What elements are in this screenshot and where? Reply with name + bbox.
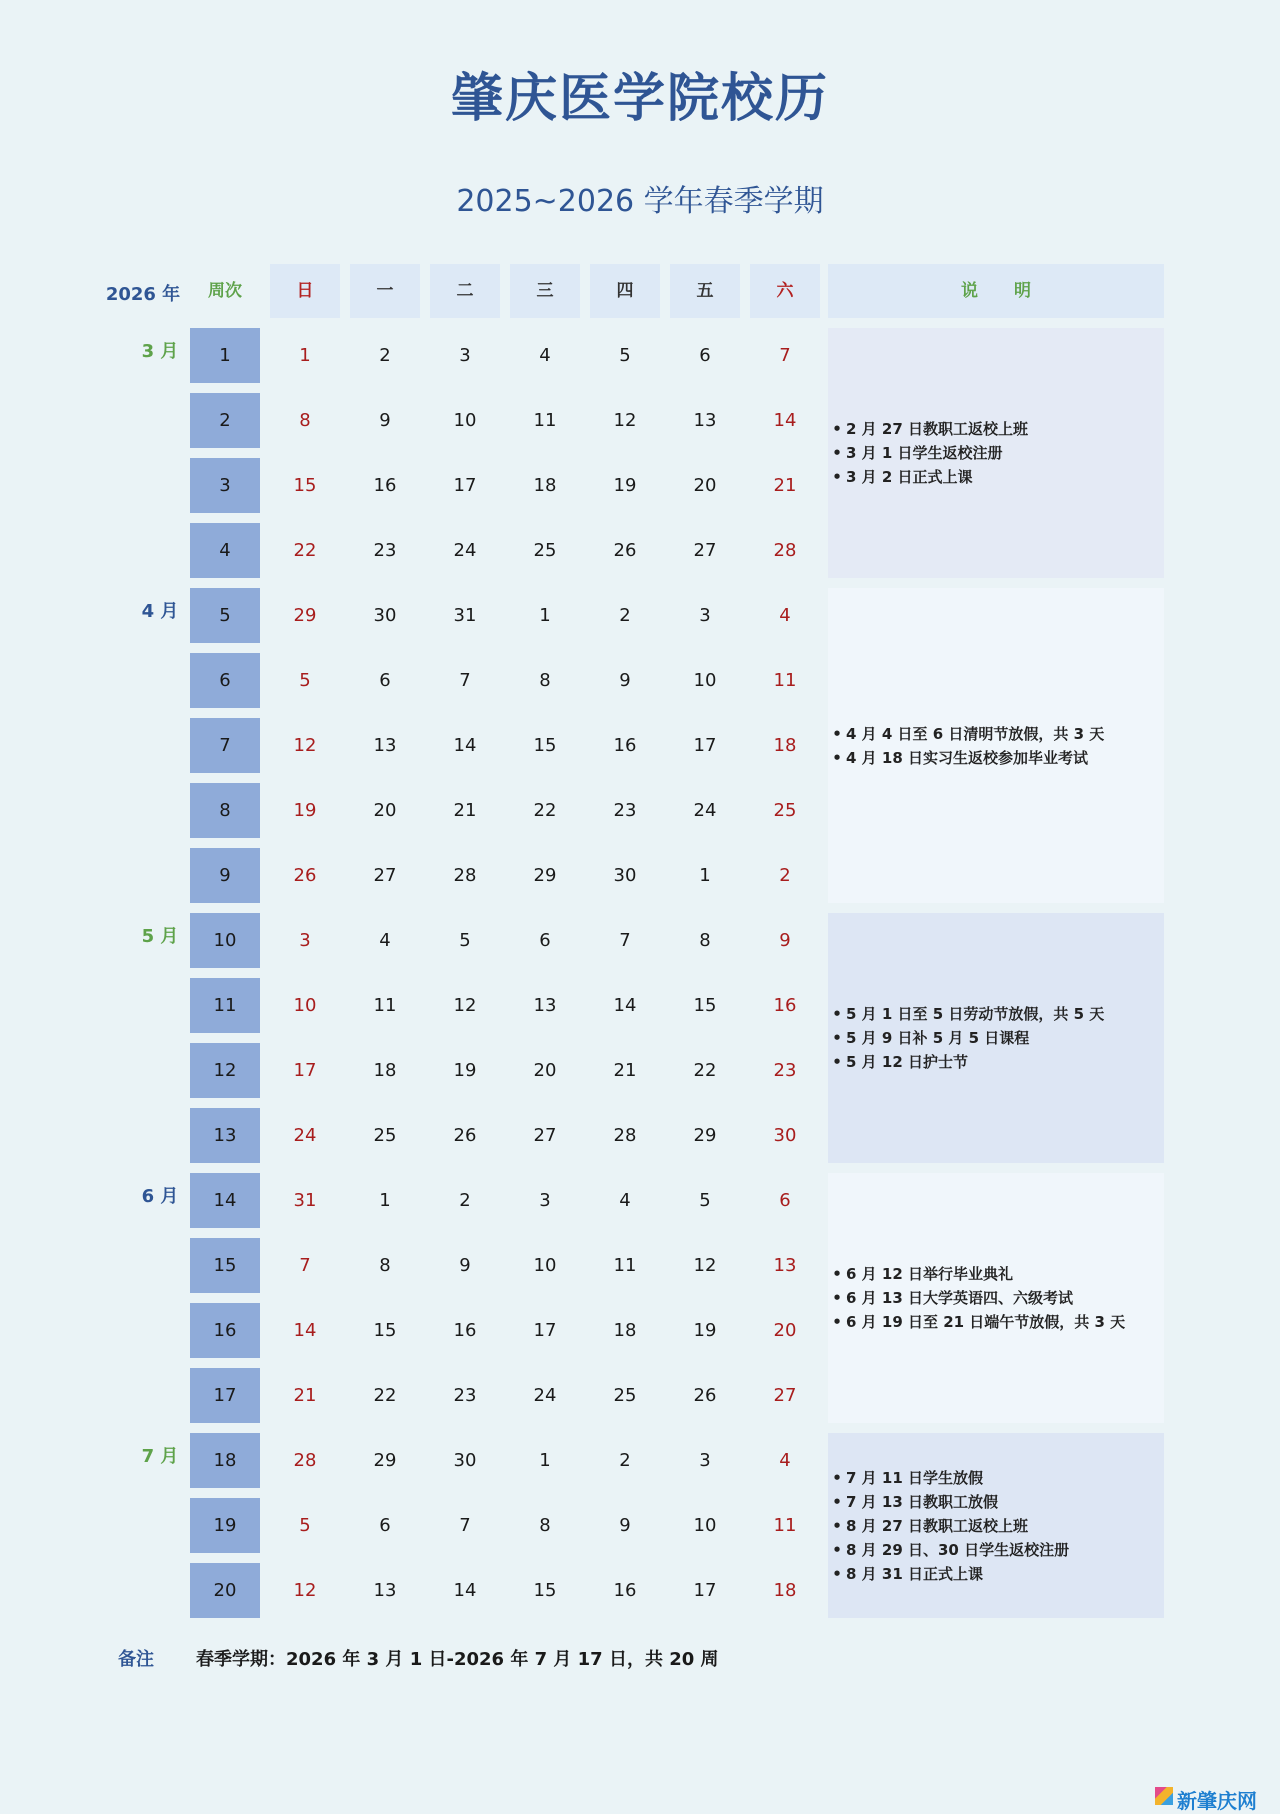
day-cell: 9	[379, 410, 391, 431]
day-cell: 21	[613, 1060, 637, 1081]
note-item	[828, 417, 1164, 441]
day-cell: 30	[453, 1450, 477, 1471]
day-cell: 26	[453, 1125, 477, 1146]
header-notes: 说明	[828, 264, 1164, 318]
day-cell: 10	[293, 995, 317, 1016]
day-cell: 29	[693, 1125, 717, 1146]
bullet-icon: •	[832, 444, 842, 462]
month-label: 6 月	[141, 1186, 179, 1207]
note-text: 6 月 12 日举行毕业典礼	[846, 1265, 1013, 1283]
day-cell: 23	[453, 1385, 477, 1406]
week-number-cell: 1	[190, 328, 260, 383]
note-item	[828, 1310, 1164, 1334]
day-cell: 16	[373, 475, 397, 496]
month-label: 7 月	[141, 1446, 179, 1467]
day-cell: 6	[379, 670, 391, 691]
day-cell: 7	[619, 930, 631, 951]
day-cell: 2	[619, 1450, 631, 1471]
note-item	[828, 1262, 1164, 1286]
day-cell: 6	[699, 345, 711, 366]
day-cell: 6	[379, 1515, 391, 1536]
header-day: 一	[350, 264, 420, 318]
day-cell: 14	[293, 1320, 317, 1341]
day-cell: 1	[379, 1190, 391, 1211]
day-cell: 8	[379, 1255, 391, 1276]
day-cell: 12	[613, 410, 637, 431]
note-item	[828, 441, 1164, 465]
note-text: 3 月 2 日正式上课	[846, 468, 973, 486]
note-text: 4 月 18 日实习生返校参加毕业考试	[846, 748, 1088, 767]
day-cell: 4	[779, 1450, 791, 1471]
day-cell: 11	[373, 995, 397, 1016]
day-cell: 31	[293, 1190, 317, 1211]
bullet-icon: •	[832, 1289, 842, 1307]
note-text: 7 月 11 日学生放假	[846, 1468, 983, 1487]
day-cell: 1	[699, 865, 711, 886]
day-cell: 25	[773, 800, 797, 821]
day-cell: 15	[533, 735, 557, 756]
week-number-cell: 15	[190, 1238, 260, 1293]
note-text: 8 月 27 日教职工返校上班	[846, 1516, 1028, 1535]
bullet-icon: •	[832, 1313, 842, 1331]
bullet-icon: •	[832, 1005, 842, 1023]
day-cell: 11	[773, 670, 797, 691]
day-cell: 8	[539, 1515, 551, 1536]
day-cell: 23	[613, 800, 637, 821]
day-cell: 24	[693, 800, 717, 821]
day-cell: 3	[699, 1450, 711, 1471]
day-cell: 13	[693, 410, 717, 431]
day-cell: 3	[699, 605, 711, 626]
year-label: 2026 年	[105, 284, 181, 305]
day-cell: 29	[533, 865, 557, 886]
watermark	[1155, 1789, 1273, 1813]
day-cell: 28	[453, 865, 477, 886]
week-number-cell: 20	[190, 1563, 260, 1618]
day-cell: 22	[373, 1385, 397, 1406]
week-number-cell: 3	[190, 458, 260, 513]
day-cell: 18	[773, 735, 797, 756]
note-item	[828, 722, 1164, 746]
day-cell: 17	[293, 1060, 317, 1081]
day-cell: 21	[453, 800, 477, 821]
day-cell: 13	[373, 1580, 397, 1601]
week-number-cell: 6	[190, 653, 260, 708]
day-cell: 13	[373, 735, 397, 756]
week-number-cell: 19	[190, 1498, 260, 1553]
day-cell: 9	[619, 1515, 631, 1536]
bullet-icon: •	[832, 1053, 842, 1071]
day-cell: 27	[533, 1125, 557, 1146]
day-cell: 3	[459, 345, 471, 366]
note-block	[828, 1433, 1164, 1618]
week-number-cell: 11	[190, 978, 260, 1033]
day-cell: 4	[619, 1190, 631, 1211]
day-cell: 1	[299, 345, 311, 366]
bullet-icon: •	[832, 1516, 842, 1535]
header-day: 五	[670, 264, 740, 318]
note-text: 7 月 13 日教职工放假	[846, 1492, 998, 1511]
day-cell: 5	[299, 670, 311, 691]
note-item	[828, 1514, 1164, 1538]
bullet-icon: •	[832, 468, 842, 486]
bullet-icon: •	[832, 1029, 842, 1047]
day-cell: 11	[613, 1255, 637, 1276]
day-cell: 19	[293, 800, 317, 821]
day-cell: 6	[539, 930, 551, 951]
day-cell: 20	[773, 1320, 797, 1341]
note-text: 2 月 27 日教职工返校上班	[846, 420, 1028, 438]
day-cell: 4	[379, 930, 391, 951]
note-text: 5 月 1 日至 5 日劳动节放假，共 5 天	[846, 1005, 1105, 1023]
week-number-cell: 2	[190, 393, 260, 448]
day-cell: 9	[619, 670, 631, 691]
month-label: 4 月	[141, 601, 179, 622]
day-cell: 9	[459, 1255, 471, 1276]
bullet-icon: •	[832, 1564, 842, 1583]
note-item	[828, 1466, 1164, 1490]
day-cell: 14	[453, 735, 477, 756]
week-number-cell: 7	[190, 718, 260, 773]
note-text: 5 月 12 日护士节	[846, 1053, 968, 1071]
day-cell: 15	[533, 1580, 557, 1601]
day-cell: 25	[533, 540, 557, 561]
day-cell: 10	[533, 1255, 557, 1276]
day-cell: 10	[693, 670, 717, 691]
day-cell: 27	[773, 1385, 797, 1406]
day-cell: 11	[773, 1515, 797, 1536]
day-cell: 30	[373, 605, 397, 626]
day-cell: 13	[773, 1255, 797, 1276]
day-cell: 16	[773, 995, 797, 1016]
day-cell: 13	[533, 995, 557, 1016]
day-cell: 16	[453, 1320, 477, 1341]
header-day: 三	[510, 264, 580, 318]
week-number-cell: 9	[190, 848, 260, 903]
day-cell: 29	[373, 1450, 397, 1471]
note-text: 8 月 29 日、30 日学生返校注册	[846, 1540, 1070, 1559]
day-cell: 14	[613, 995, 637, 1016]
day-cell: 26	[693, 1385, 717, 1406]
day-cell: 29	[293, 605, 317, 626]
day-cell: 24	[533, 1385, 557, 1406]
day-cell: 26	[613, 540, 637, 561]
day-cell: 12	[693, 1255, 717, 1276]
week-number-cell: 12	[190, 1043, 260, 1098]
week-number-cell: 5	[190, 588, 260, 643]
watermark-text: 新肇庆网	[1177, 1789, 1257, 1813]
day-cell: 5	[299, 1515, 311, 1536]
day-cell: 2	[619, 605, 631, 626]
day-cell: 21	[773, 475, 797, 496]
day-cell: 10	[453, 410, 477, 431]
day-cell: 28	[613, 1125, 637, 1146]
note-item	[828, 1050, 1164, 1074]
day-cell: 12	[293, 735, 317, 756]
day-cell: 8	[299, 410, 311, 431]
day-cell: 20	[693, 475, 717, 496]
day-cell: 22	[293, 540, 317, 561]
note-item	[828, 1538, 1164, 1562]
page-subtitle: 2025~2026 学年春季学期	[456, 184, 824, 219]
header-day: 六	[750, 264, 820, 318]
day-cell: 1	[539, 1450, 551, 1471]
day-cell: 28	[293, 1450, 317, 1471]
day-cell: 15	[293, 475, 317, 496]
week-number-cell: 8	[190, 783, 260, 838]
note-text: 8 月 31 日正式上课	[846, 1564, 983, 1583]
day-cell: 8	[539, 670, 551, 691]
day-cell: 18	[773, 1580, 797, 1601]
page-title: 肇庆医学院校历	[450, 69, 829, 129]
day-cell: 19	[453, 1060, 477, 1081]
day-cell: 5	[699, 1190, 711, 1211]
month-label: 3 月	[141, 341, 179, 362]
day-cell: 2	[379, 345, 391, 366]
day-cell: 24	[293, 1125, 317, 1146]
day-cell: 25	[373, 1125, 397, 1146]
week-number-cell: 18	[190, 1433, 260, 1488]
day-cell: 17	[533, 1320, 557, 1341]
day-cell: 4	[779, 605, 791, 626]
watermark-logo-icon	[1155, 1787, 1173, 1805]
day-cell: 22	[533, 800, 557, 821]
day-cell: 3	[299, 930, 311, 951]
bullet-icon: •	[832, 724, 842, 743]
day-cell: 5	[459, 930, 471, 951]
day-cell: 16	[613, 735, 637, 756]
day-cell: 3	[539, 1190, 551, 1211]
remark-text: 春季学期：2026 年 3 月 1 日-2026 年 7 月 17 日，共 20 周	[196, 1649, 719, 1670]
day-cell: 18	[373, 1060, 397, 1081]
week-number-cell: 13	[190, 1108, 260, 1163]
day-cell: 15	[693, 995, 717, 1016]
day-cell: 30	[773, 1125, 797, 1146]
day-cell: 11	[533, 410, 557, 431]
day-cell: 20	[373, 800, 397, 821]
day-cell: 26	[293, 865, 317, 886]
day-cell: 12	[293, 1580, 317, 1601]
day-cell: 6	[779, 1190, 791, 1211]
day-cell: 18	[613, 1320, 637, 1341]
header-day: 日	[270, 264, 340, 318]
day-cell: 9	[779, 930, 791, 951]
day-cell: 5	[619, 345, 631, 366]
note-item	[828, 1026, 1164, 1050]
week-number-cell: 4	[190, 523, 260, 578]
bullet-icon: •	[832, 748, 842, 767]
bullet-icon: •	[832, 1492, 842, 1511]
day-cell: 17	[693, 1580, 717, 1601]
day-cell: 8	[699, 930, 711, 951]
day-cell: 15	[373, 1320, 397, 1341]
note-item	[828, 1002, 1164, 1026]
note-text: 6 月 19 日至 21 日端午节放假，共 3 天	[846, 1313, 1126, 1331]
day-cell: 19	[693, 1320, 717, 1341]
day-cell: 23	[773, 1060, 797, 1081]
note-text: 4 月 4 日至 6 日清明节放假，共 3 天	[846, 724, 1105, 743]
bullet-icon: •	[832, 420, 842, 438]
note-text: 5 月 9 日补 5 月 5 日课程	[846, 1029, 1030, 1047]
day-cell: 14	[453, 1580, 477, 1601]
day-cell: 31	[453, 605, 477, 626]
note-item	[828, 1490, 1164, 1514]
bullet-icon: •	[832, 1540, 842, 1559]
day-cell: 18	[533, 475, 557, 496]
day-cell: 17	[693, 735, 717, 756]
day-cell: 7	[459, 1515, 471, 1536]
day-cell: 10	[693, 1515, 717, 1536]
note-text: 6 月 13 日大学英语四、六级考试	[846, 1289, 1073, 1307]
day-cell: 7	[299, 1255, 311, 1276]
day-cell: 20	[533, 1060, 557, 1081]
note-item	[828, 465, 1164, 489]
day-cell: 28	[773, 540, 797, 561]
week-number-cell: 16	[190, 1303, 260, 1358]
bullet-icon: •	[832, 1468, 842, 1487]
month-label: 5 月	[141, 926, 179, 947]
day-cell: 21	[293, 1385, 317, 1406]
note-item	[828, 746, 1164, 770]
day-cell: 16	[613, 1580, 637, 1601]
day-cell: 1	[539, 605, 551, 626]
note-item	[828, 1562, 1164, 1586]
day-cell: 24	[453, 540, 477, 561]
day-cell: 4	[539, 345, 551, 366]
day-cell: 27	[373, 865, 397, 886]
day-cell: 2	[459, 1190, 471, 1211]
note-block	[828, 1173, 1164, 1423]
day-cell: 27	[693, 540, 717, 561]
header-day: 二	[430, 264, 500, 318]
day-cell: 25	[613, 1385, 637, 1406]
note-block	[828, 588, 1164, 903]
day-cell: 7	[779, 345, 791, 366]
note-block	[828, 328, 1164, 578]
week-number-cell: 17	[190, 1368, 260, 1423]
week-number-cell: 10	[190, 913, 260, 968]
day-cell: 23	[373, 540, 397, 561]
note-item	[828, 1286, 1164, 1310]
note-block	[828, 913, 1164, 1163]
day-cell: 2	[779, 865, 791, 886]
header-day: 四	[590, 264, 660, 318]
remark-label: 备注	[118, 1649, 154, 1670]
day-cell: 19	[613, 475, 637, 496]
header-week: 周次	[208, 281, 242, 301]
note-text: 3 月 1 日学生返校注册	[846, 444, 1003, 462]
day-cell: 14	[773, 410, 797, 431]
bullet-icon: •	[832, 1265, 842, 1283]
day-cell: 17	[453, 475, 477, 496]
day-cell: 7	[459, 670, 471, 691]
day-cell: 22	[693, 1060, 717, 1081]
day-cell: 12	[453, 995, 477, 1016]
day-cell: 30	[613, 865, 637, 886]
week-number-cell: 14	[190, 1173, 260, 1228]
